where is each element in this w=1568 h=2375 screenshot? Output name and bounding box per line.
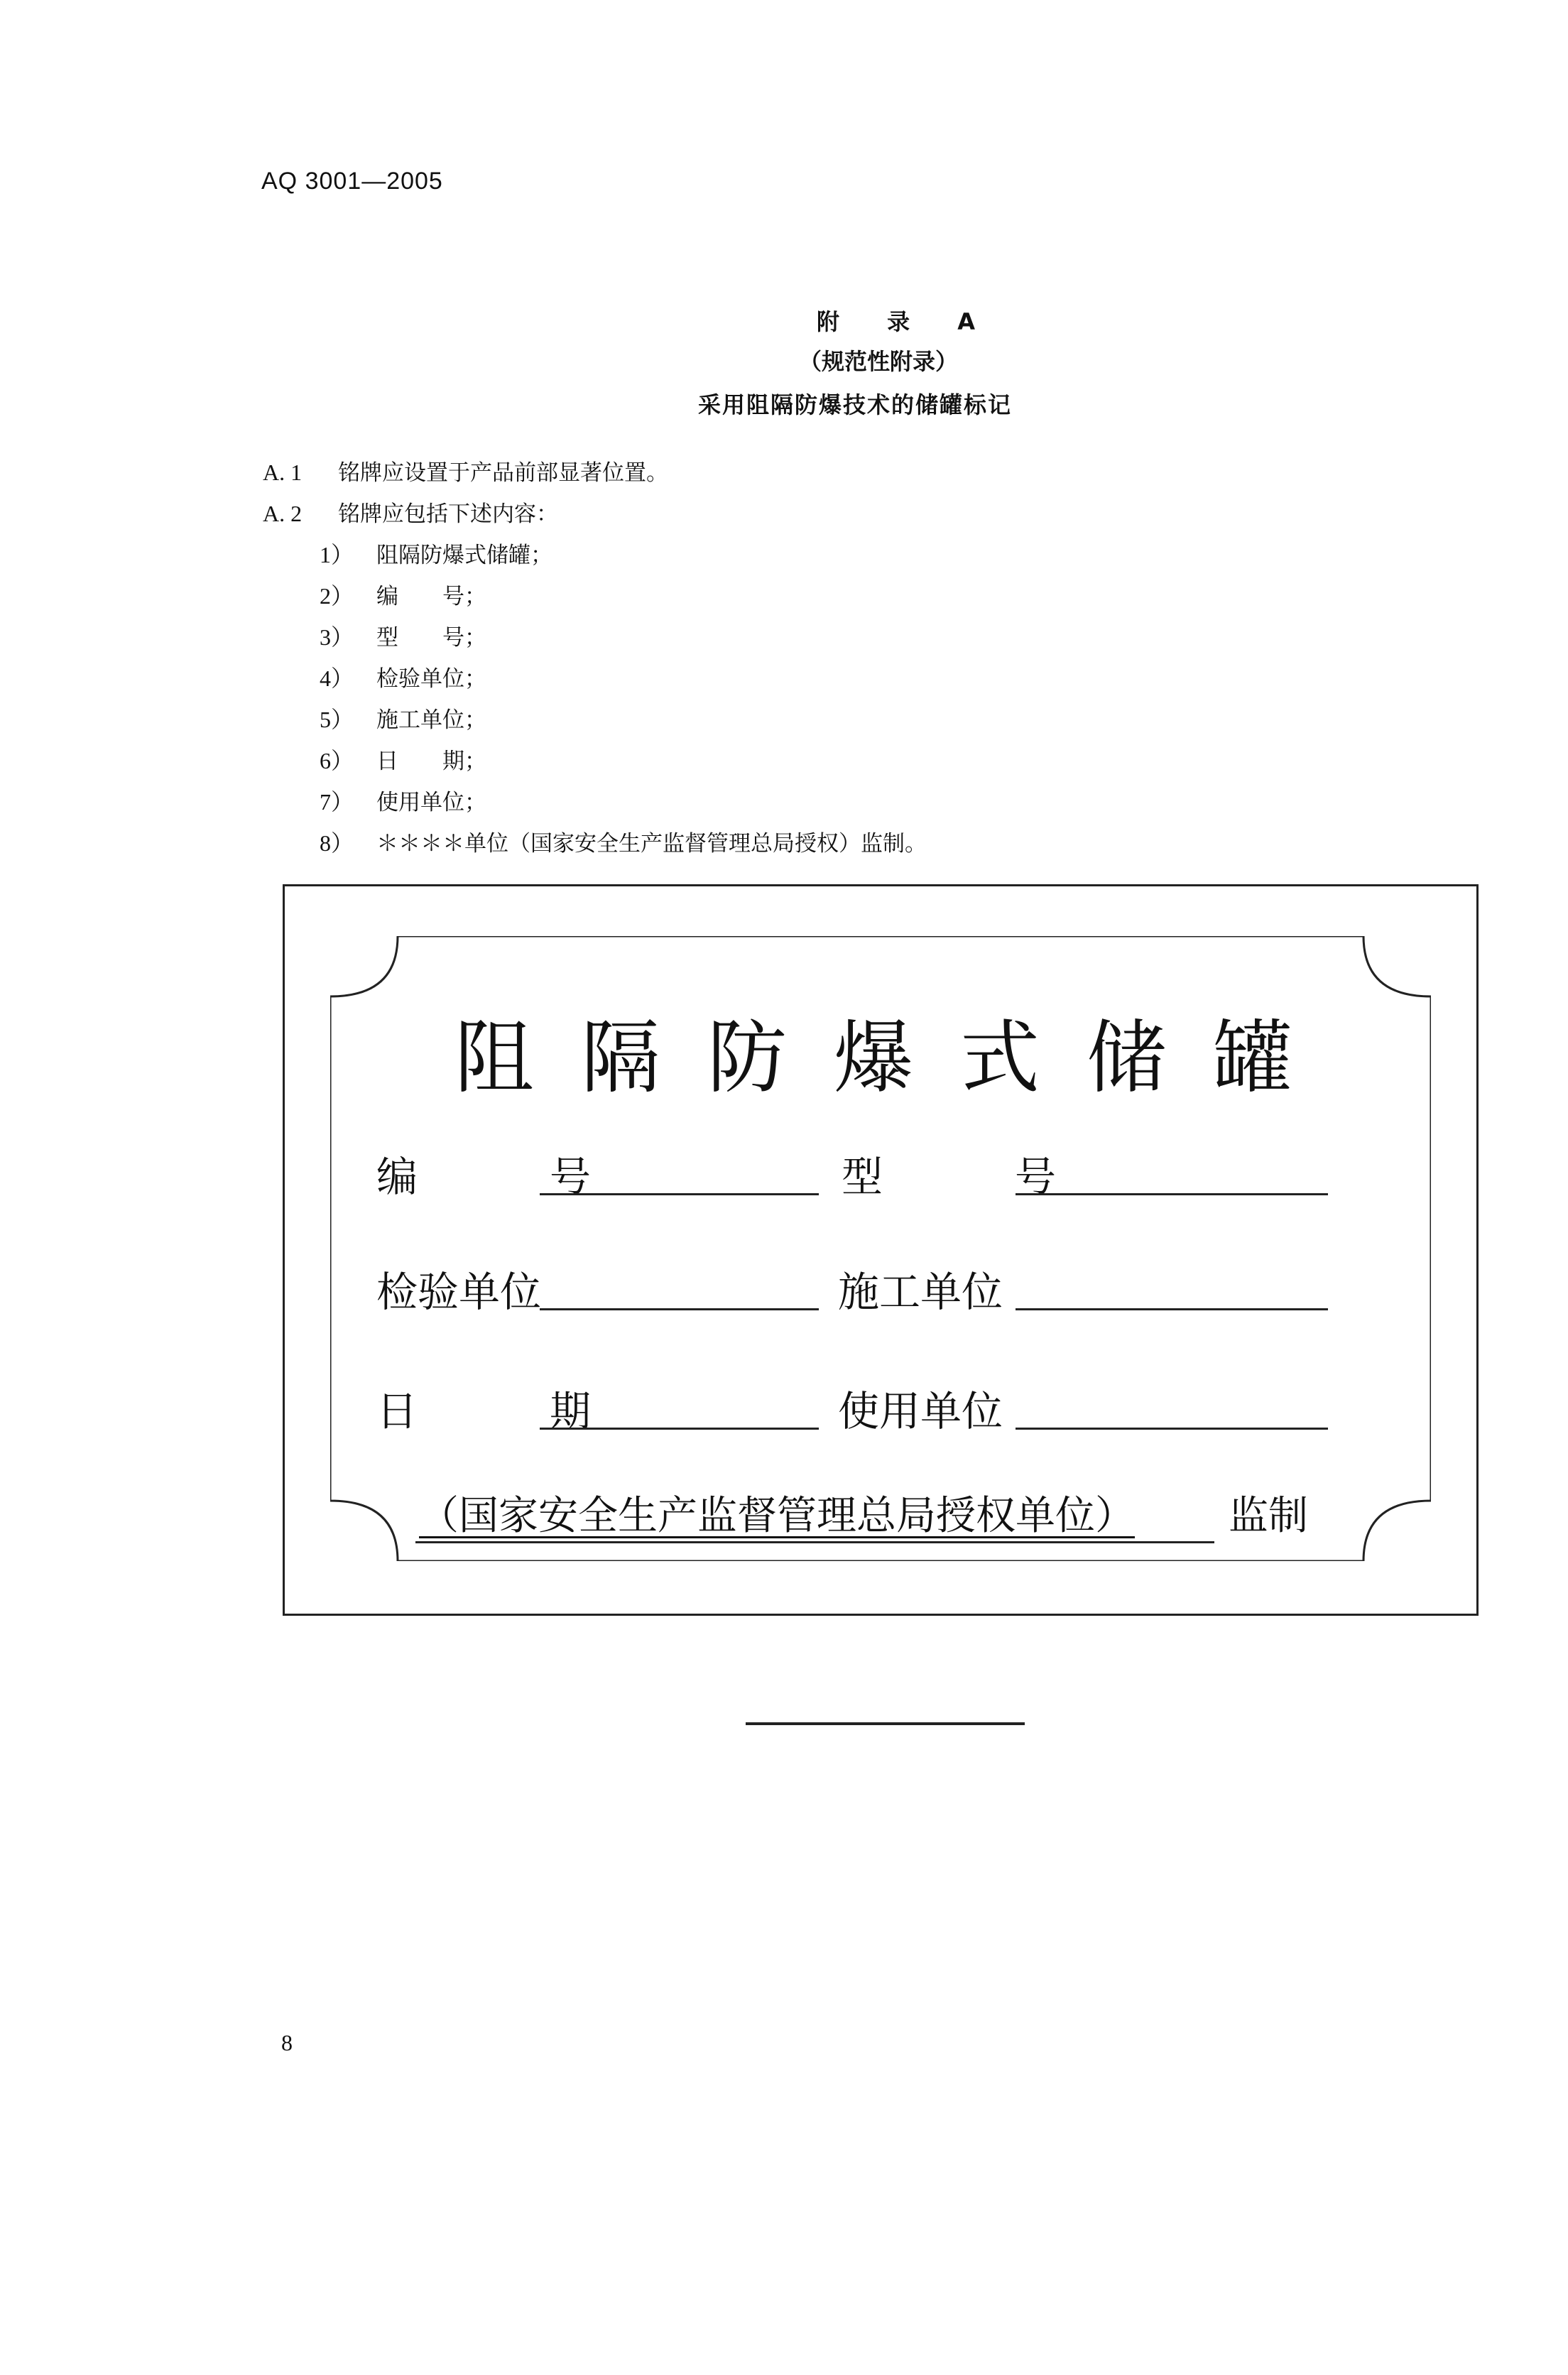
clause-number: A. 1 <box>263 460 303 485</box>
nameplate-blank-construction <box>1016 1308 1328 1310</box>
list-item-text: 日 期； <box>376 749 486 774</box>
list-item-number: 1） <box>320 542 354 567</box>
list-item <box>320 578 486 611</box>
nameplate-footer-suffix: 监制 <box>1229 1493 1308 1539</box>
list-item <box>320 661 486 693</box>
list-item-text: 施工单位； <box>376 707 486 733</box>
list-item <box>320 702 486 734</box>
nameplate-blank-number <box>540 1193 819 1195</box>
list-item <box>320 619 486 652</box>
list-item-number: 8） <box>320 830 354 856</box>
nameplate-blank-date <box>540 1428 819 1430</box>
list-item-text: 编 号； <box>376 584 486 609</box>
nameplate-title: 阻隔防爆式储罐 <box>454 1012 1339 1104</box>
page-number: 8 <box>281 2030 293 2055</box>
list-item-number: 5） <box>320 707 354 732</box>
appendix-title: 附 录 A <box>817 308 996 335</box>
list-item <box>320 825 927 858</box>
list-item-number: 2） <box>320 583 354 609</box>
nameplate-label-number: 编 号 <box>376 1153 637 1201</box>
nameplate-footer-rule <box>415 1541 1214 1543</box>
appendix-heading: 采用阻隔防爆技术的储罐标记 <box>698 391 1013 418</box>
appendix-subtitle: （规范性附录） <box>799 348 959 375</box>
list-item <box>320 784 486 817</box>
list-item-text: 使用单位； <box>376 790 486 815</box>
list-item <box>320 537 552 570</box>
nameplate-blank-model <box>1016 1193 1328 1195</box>
nameplate-label-date: 日 期 <box>376 1387 637 1435</box>
nameplate-label-inspection: 检验单位 <box>376 1268 542 1316</box>
nameplate-label-user: 使用单位 <box>838 1387 1003 1435</box>
list-item-number: 3） <box>320 624 354 650</box>
nameplate-blank-user <box>1016 1428 1328 1430</box>
list-item-text: 阻隔防爆式储罐； <box>376 543 552 568</box>
end-rule <box>746 1722 1025 1725</box>
list-item-number: 6） <box>320 748 354 773</box>
list-item-text: ＊＊＊＊单位（国家安全生产监督管理总局授权）监制。 <box>376 831 927 857</box>
nameplate-blank-inspection <box>540 1308 819 1310</box>
standard-code: AQ 3001—2005 <box>261 168 443 195</box>
list-item <box>320 743 486 776</box>
clause-text: 铭牌应包括下述内容： <box>338 501 558 527</box>
clause-number: A. 2 <box>263 501 303 526</box>
nameplate-label-construction: 施工单位 <box>838 1268 1003 1316</box>
list-item-number: 4） <box>320 665 354 691</box>
list-item-text: 型 号； <box>376 625 486 651</box>
clause-text: 铭牌应设置于产品前部显著位置。 <box>338 460 668 486</box>
list-item-number: 7） <box>320 789 354 815</box>
clause-a2 <box>263 496 558 528</box>
nameplate-footer-org: （国家安全生产监督管理总局授权单位） <box>419 1493 1135 1539</box>
nameplate-label-model: 型 号 <box>842 1153 1102 1201</box>
list-item-text: 检验单位； <box>376 666 486 692</box>
clause-a1 <box>263 455 668 487</box>
